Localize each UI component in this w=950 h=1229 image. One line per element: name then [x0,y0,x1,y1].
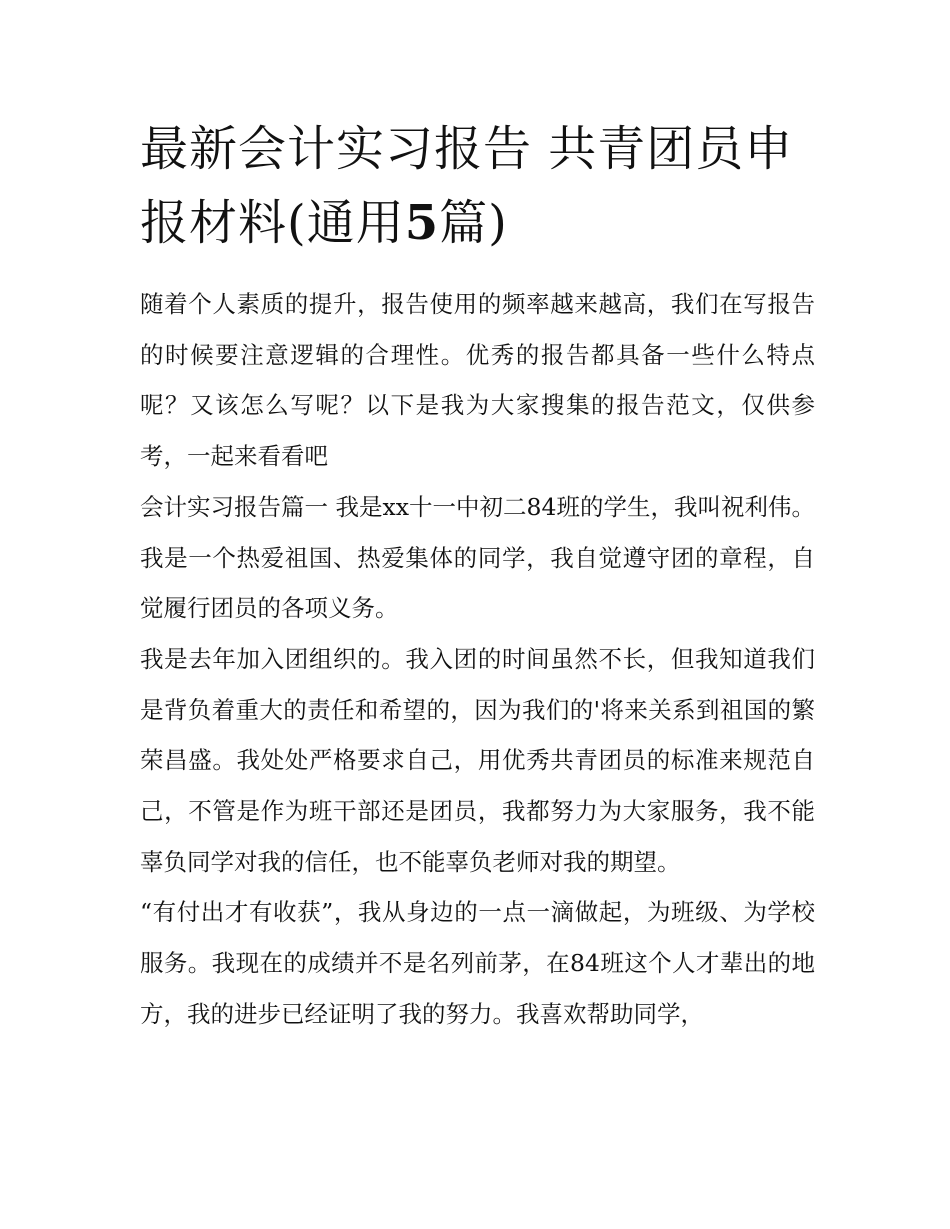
title-suffix: 篇) [439,195,508,251]
title-text: 最新会计实习报告 共青团员申报材料(通用 [140,121,794,251]
paragraph-joining-league: 我是去年加入团组织的。我入团的时间虽然不长，但我知道我们是背负着重大的责任和希望的，因为我们的'将来关系到祖国的繁荣昌盛。我处处严格要求自己，用优秀共青团员的标准来规范自己，不管是作为班干部还是团员，我都努力为大家服务，我不能辜负同学对我的信任，也不能辜负老师对我的期望。 [140,644,815,876]
document-body [140,279,815,1040]
paragraph-effort-and-reward: “有付出才有收获”，我从身边的一点一滴做起，为班级、为学校服务。我现在的成绩并不是名列前茅，在84班这个人才辈出的地方，我的进步已经证明了我的努力。我喜欢帮助同学， [140,898,815,1028]
paragraph-intro: 随着个人素质的提升，报告使用的频率越来越高，我们在写报告的时候要注意逻辑的合理性。优秀的报告都具备一些什么特点呢？又该怎么写呢？以下是我为大家搜集的报告范文，仅供参考，一起来看看吧 [140,290,815,471]
document-title [140,112,820,260]
title-number: 5 [404,195,440,251]
paragraph-self-introduction: 会计实习报告篇一 我是xx十一中初二84班的学生，我叫祝利伟。我是一个热爱祖国、热爱集体的同学，我自觉遵守团的章程，自觉履行团员的各项义务。 [140,492,815,623]
